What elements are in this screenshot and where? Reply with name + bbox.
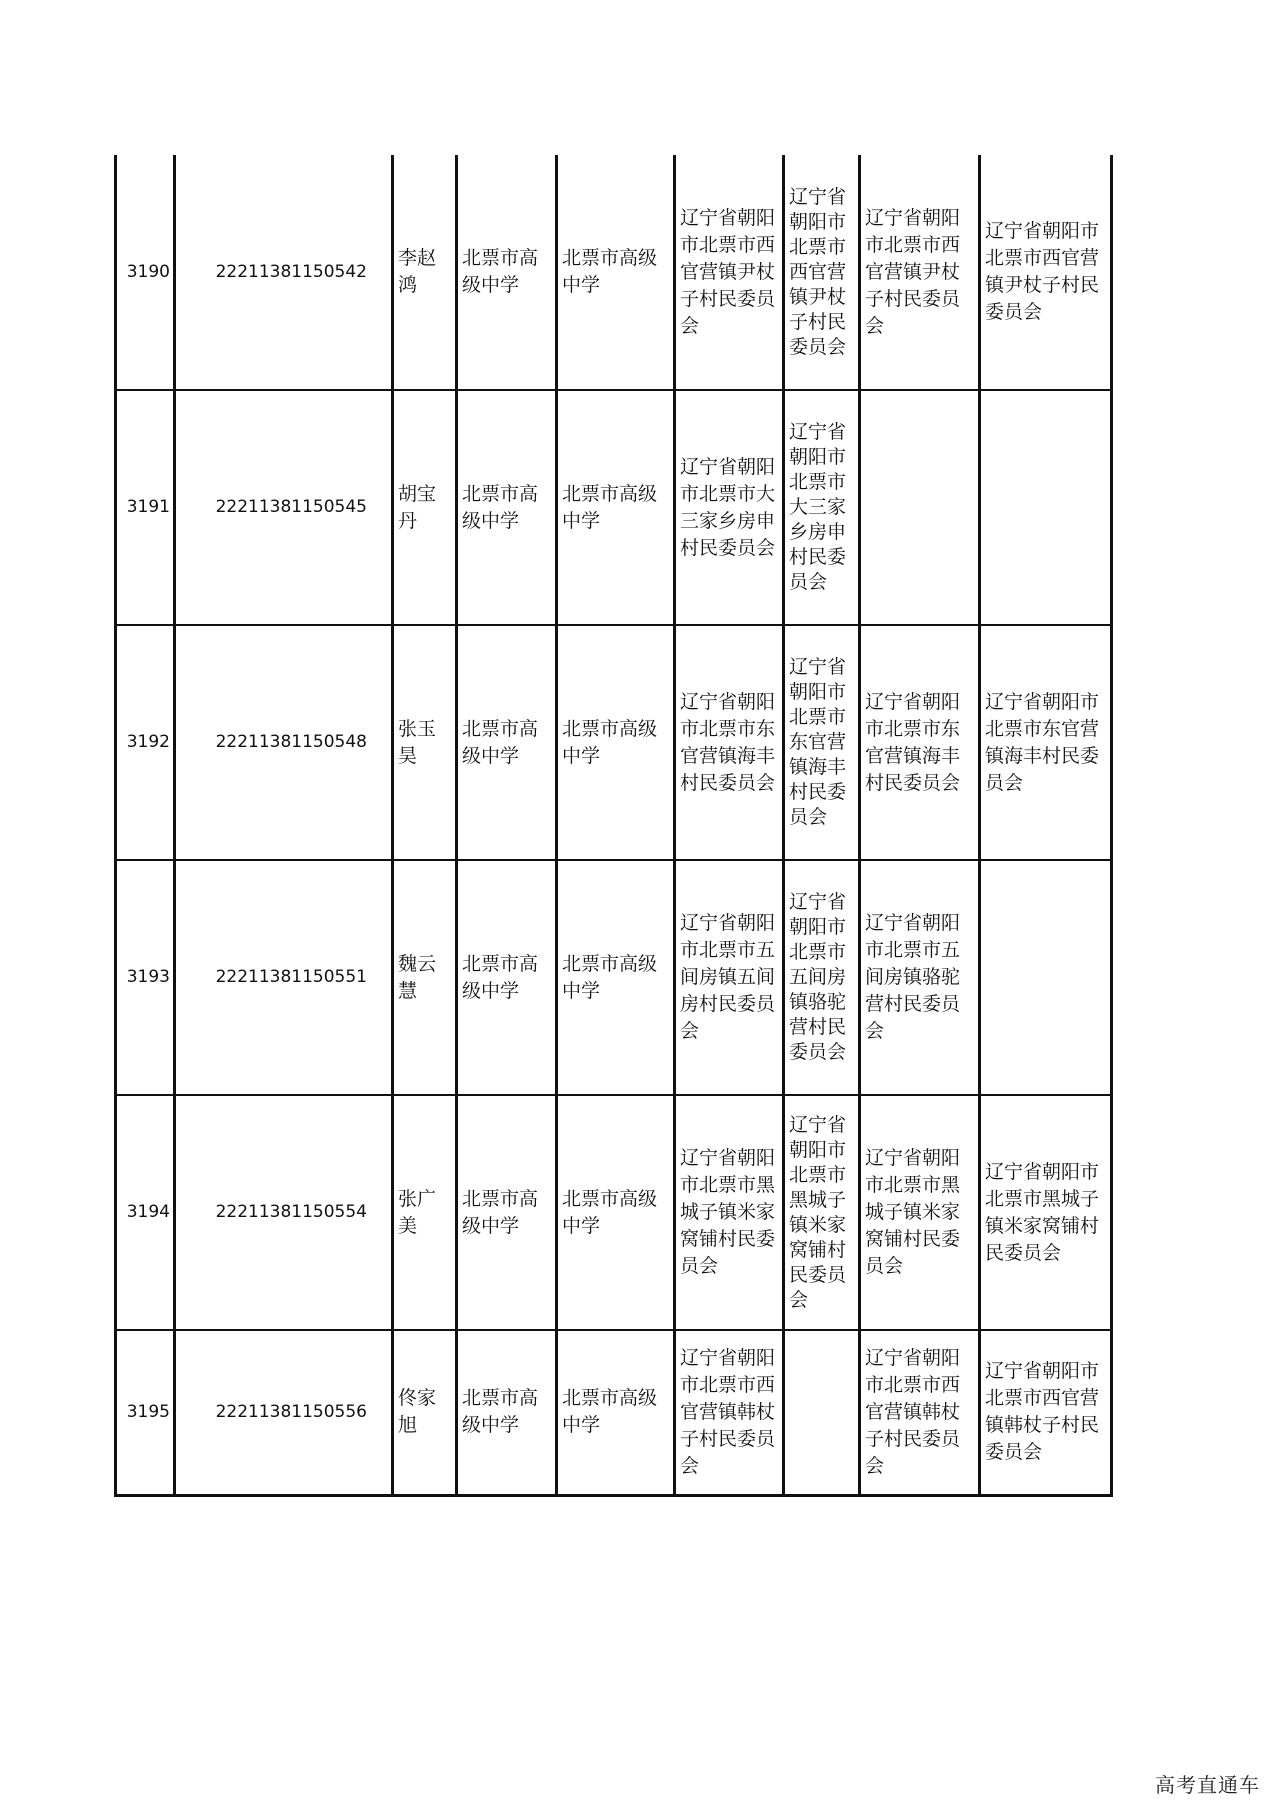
school-cell: 北票市高级中学	[457, 390, 557, 625]
school-cell-2: 北票市高级中学	[557, 1330, 675, 1495]
exam-number: 22211381150556	[175, 1330, 393, 1495]
address-cell-3: 辽宁省朝阳市北票市黑城子镇米家窝铺村民委员会	[860, 1095, 980, 1330]
school-cell-2: 北票市高级中学	[557, 155, 675, 390]
data-table	[114, 155, 1113, 1497]
row-index: 3193	[116, 860, 175, 1095]
address-cell-4: 辽宁省朝阳市北票市西官营镇韩杖子村民委员会	[980, 1330, 1112, 1495]
address-cell-2: 辽宁省朝阳市北票市黑城子镇米家窝铺村民委员会	[784, 1095, 860, 1330]
address-cell-1: 辽宁省朝阳市北票市西官营镇韩杖子村民委员会	[675, 1330, 784, 1495]
table-row	[116, 1095, 1112, 1330]
address-cell-2	[784, 1330, 860, 1495]
address-cell-1: 辽宁省朝阳市北票市东官营镇海丰村民委员会	[675, 625, 784, 860]
address-cell-4: 辽宁省朝阳市北票市东官营镇海丰村民委员会	[980, 625, 1112, 860]
school-cell-2: 北票市高级中学	[557, 1095, 675, 1330]
student-name: 张广美	[393, 1095, 457, 1330]
address-cell-4	[980, 390, 1112, 625]
school-cell: 北票市高级中学	[457, 155, 557, 390]
address-cell-1: 辽宁省朝阳市北票市大三家乡房申村民委员会	[675, 390, 784, 625]
address-cell-2: 辽宁省朝阳市北票市西官营镇尹杖子村民委员会	[784, 155, 860, 390]
address-cell-2: 辽宁省朝阳市北票市大三家乡房申村民委员会	[784, 390, 860, 625]
student-name: 魏云慧	[393, 860, 457, 1095]
school-cell: 北票市高级中学	[457, 860, 557, 1095]
row-index: 3192	[116, 625, 175, 860]
table-row	[116, 390, 1112, 625]
school-cell: 北票市高级中学	[457, 1095, 557, 1330]
school-cell-2: 北票市高级中学	[557, 860, 675, 1095]
exam-number: 22211381150551	[175, 860, 393, 1095]
student-name: 胡宝丹	[393, 390, 457, 625]
exam-number: 22211381150554	[175, 1095, 393, 1330]
address-cell-1: 辽宁省朝阳市北票市黑城子镇米家窝铺村民委员会	[675, 1095, 784, 1330]
address-cell-2: 辽宁省朝阳市北票市五间房镇骆驼营村民委员会	[784, 860, 860, 1095]
school-cell-2: 北票市高级中学	[557, 390, 675, 625]
table-row	[116, 860, 1112, 1095]
table-row	[116, 625, 1112, 860]
address-cell-4	[980, 860, 1112, 1095]
address-cell-3	[860, 390, 980, 625]
watermark-brand: 高考直通车	[1155, 1773, 1260, 1797]
address-cell-2: 辽宁省朝阳市北票市东官营镇海丰村民委员会	[784, 625, 860, 860]
school-cell: 北票市高级中学	[457, 1330, 557, 1495]
table-row	[116, 1330, 1112, 1495]
address-cell-3: 辽宁省朝阳市北票市东官营镇海丰村民委员会	[860, 625, 980, 860]
student-name: 张玉昊	[393, 625, 457, 860]
exam-number: 22211381150545	[175, 390, 393, 625]
row-index: 3191	[116, 390, 175, 625]
row-index: 3190	[116, 155, 175, 390]
address-cell-1: 辽宁省朝阳市北票市五间房镇五间房村民委员会	[675, 860, 784, 1095]
address-cell-3: 辽宁省朝阳市北票市西官营镇尹杖子村民委员会	[860, 155, 980, 390]
student-name: 佟家旭	[393, 1330, 457, 1495]
row-index: 3195	[116, 1330, 175, 1495]
address-cell-3: 辽宁省朝阳市北票市西官营镇韩杖子村民委员会	[860, 1330, 980, 1495]
address-cell-4: 辽宁省朝阳市北票市西官营镇尹杖子村民委员会	[980, 155, 1112, 390]
student-name: 李赵鸿	[393, 155, 457, 390]
address-cell-4: 辽宁省朝阳市北票市黑城子镇米家窝铺村民委员会	[980, 1095, 1112, 1330]
exam-number: 22211381150548	[175, 625, 393, 860]
table-row	[116, 155, 1112, 390]
address-cell-3: 辽宁省朝阳市北票市五间房镇骆驼营村民委员会	[860, 860, 980, 1095]
school-cell-2: 北票市高级中学	[557, 625, 675, 860]
address-cell-1: 辽宁省朝阳市北票市西官营镇尹杖子村民委员会	[675, 155, 784, 390]
row-index: 3194	[116, 1095, 175, 1330]
school-cell: 北票市高级中学	[457, 625, 557, 860]
exam-number: 22211381150542	[175, 155, 393, 390]
